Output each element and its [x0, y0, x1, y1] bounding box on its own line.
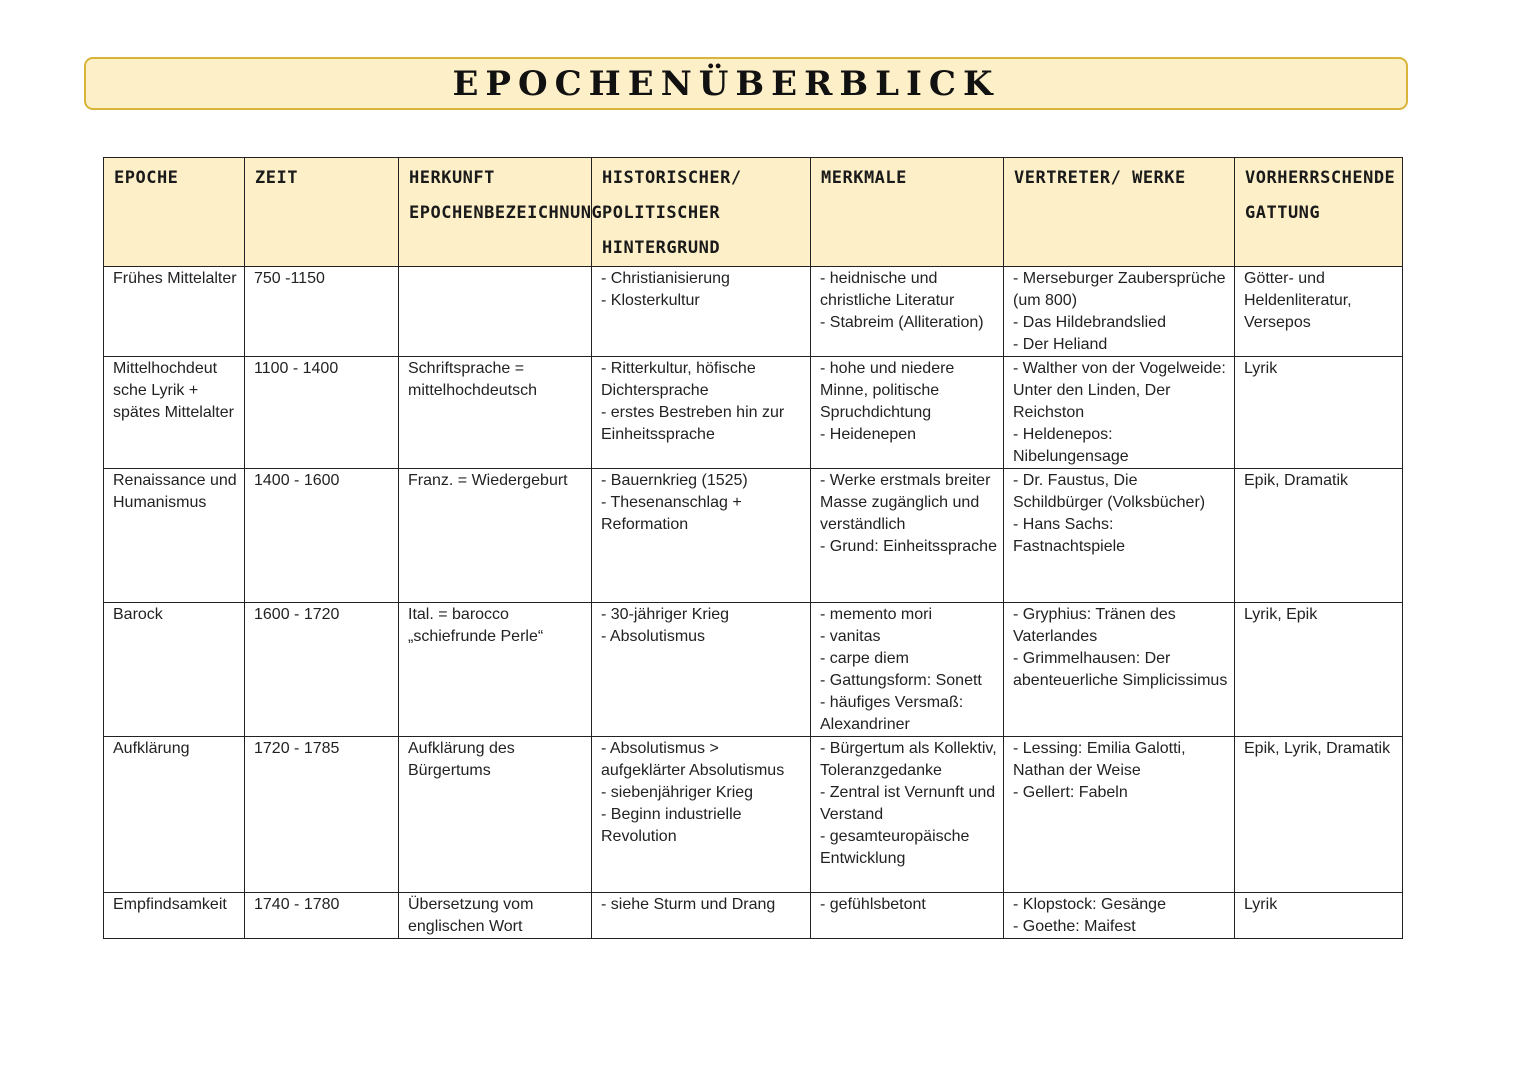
cell-gattung: Epik, Lyrik, Dramatik	[1235, 737, 1403, 893]
cell-vertreter: - Lessing: Emilia Galotti, Nathan der Weise - Gellert: Fabeln	[1004, 737, 1235, 893]
cell-zeit: 750 -1150	[245, 267, 399, 357]
cell-gattung: Lyrik, Epik	[1235, 603, 1403, 737]
table-row	[104, 357, 1403, 469]
cell-epoche: Renaissance und Humanismus	[104, 469, 245, 603]
cell-epoche: Empfindsamkeit	[104, 893, 245, 939]
cell-zeit: 1400 - 1600	[245, 469, 399, 603]
cell-gattung: Götter- und Heldenliteratur, Versepos	[1235, 267, 1403, 357]
header-row	[104, 158, 1403, 267]
cell-zeit: 1740 - 1780	[245, 893, 399, 939]
epochs-table	[103, 157, 1403, 939]
header-epoche: EPOCHE	[104, 158, 245, 267]
header-vertreter: VERTRETER/ WERKE	[1004, 158, 1235, 267]
cell-vertreter: - Dr. Faustus, Die Schildbürger (Volksbücher) - Hans Sachs: Fastnachtspiele	[1004, 469, 1235, 603]
cell-epoche: Aufklärung	[104, 737, 245, 893]
header-herkunft: HERKUNFT EPOCHENBEZEICHNUNG	[399, 158, 592, 267]
cell-herkunft: Übersetzung vom englischen Wort	[399, 893, 592, 939]
cell-hintergrund: - Christianisierung - Klosterkultur	[592, 267, 811, 357]
cell-herkunft: Ital. = barocco „schiefrunde Perle“	[399, 603, 592, 737]
cell-merkmale: - memento mori - vanitas - carpe diem - Gattungsform: Sonett - häufiges Versmaß: Alexandriner	[811, 603, 1004, 737]
cell-hintergrund: - Ritterkultur, höfische Dichtersprache - erstes Bestreben hin zur Einheitssprache	[592, 357, 811, 469]
cell-zeit: 1720 - 1785	[245, 737, 399, 893]
cell-merkmale: - Bürgertum als Kollektiv, Toleranzgedanke - Zentral ist Vernunft und Verstand - gesamteuropäische Entwicklung	[811, 737, 1004, 893]
cell-hintergrund: - Absolutismus > aufgeklärter Absolutismus - siebenjähriger Krieg - Beginn industrielle Revolution	[592, 737, 811, 893]
cell-zeit: 1600 - 1720	[245, 603, 399, 737]
cell-epoche: Barock	[104, 603, 245, 737]
cell-herkunft: Franz. = Wiedergeburt	[399, 469, 592, 603]
header-gattung: VORHERRSCHENDE GATTUNG	[1235, 158, 1403, 267]
table-row	[104, 737, 1403, 893]
cell-zeit: 1100 - 1400	[245, 357, 399, 469]
cell-merkmale: - hohe und niedere Minne, politische Spruchdichtung - Heidenepen	[811, 357, 1004, 469]
cell-gattung: Lyrik	[1235, 893, 1403, 939]
table-row	[104, 603, 1403, 737]
cell-hintergrund: - Bauernkrieg (1525) - Thesenanschlag + Reformation	[592, 469, 811, 603]
page-title: EPOCHENÜBERBLICK	[452, 63, 1000, 104]
cell-vertreter: - Walther von der Vogelweide: Unter den Linden, Der Reichston - Heldenepos: Nibelungensage	[1004, 357, 1235, 469]
header-hintergrund: HISTORISCHER/ POLITISCHER HINTERGRUND	[592, 158, 811, 267]
cell-hintergrund: - siehe Sturm und Drang	[592, 893, 811, 939]
cell-merkmale: - gefühlsbetont	[811, 893, 1004, 939]
cell-vertreter: - Klopstock: Gesänge - Goethe: Maifest	[1004, 893, 1235, 939]
cell-vertreter: - Merseburger Zaubersprüche (um 800) - Das Hildebrandslied - Der Heliand	[1004, 267, 1235, 357]
cell-epoche: Mittelhochdeut sche Lyrik + spätes Mittelalter	[104, 357, 245, 469]
table-row	[104, 893, 1403, 939]
cell-herkunft	[399, 267, 592, 357]
cell-herkunft: Aufklärung des Bürgertums	[399, 737, 592, 893]
header-zeit: ZEIT	[245, 158, 399, 267]
table-row	[104, 469, 1403, 603]
cell-epoche: Frühes Mittelalter	[104, 267, 245, 357]
cell-herkunft: Schriftsprache = mittelhochdeutsch	[399, 357, 592, 469]
table-row	[104, 267, 1403, 357]
cell-merkmale: - heidnische und christliche Literatur - Stabreim (Alliteration)	[811, 267, 1004, 357]
cell-hintergrund: - 30-jähriger Krieg - Absolutismus	[592, 603, 811, 737]
title-banner	[84, 57, 1408, 110]
cell-gattung: Lyrik	[1235, 357, 1403, 469]
cell-vertreter: - Gryphius: Tränen des Vaterlandes - Grimmelhausen: Der abenteuerliche Simplicissimus	[1004, 603, 1235, 737]
header-merkmale: MERKMALE	[811, 158, 1004, 267]
cell-merkmale: - Werke erstmals breiter Masse zugänglich und verständlich - Grund: Einheitssprache	[811, 469, 1004, 603]
cell-gattung: Epik, Dramatik	[1235, 469, 1403, 603]
